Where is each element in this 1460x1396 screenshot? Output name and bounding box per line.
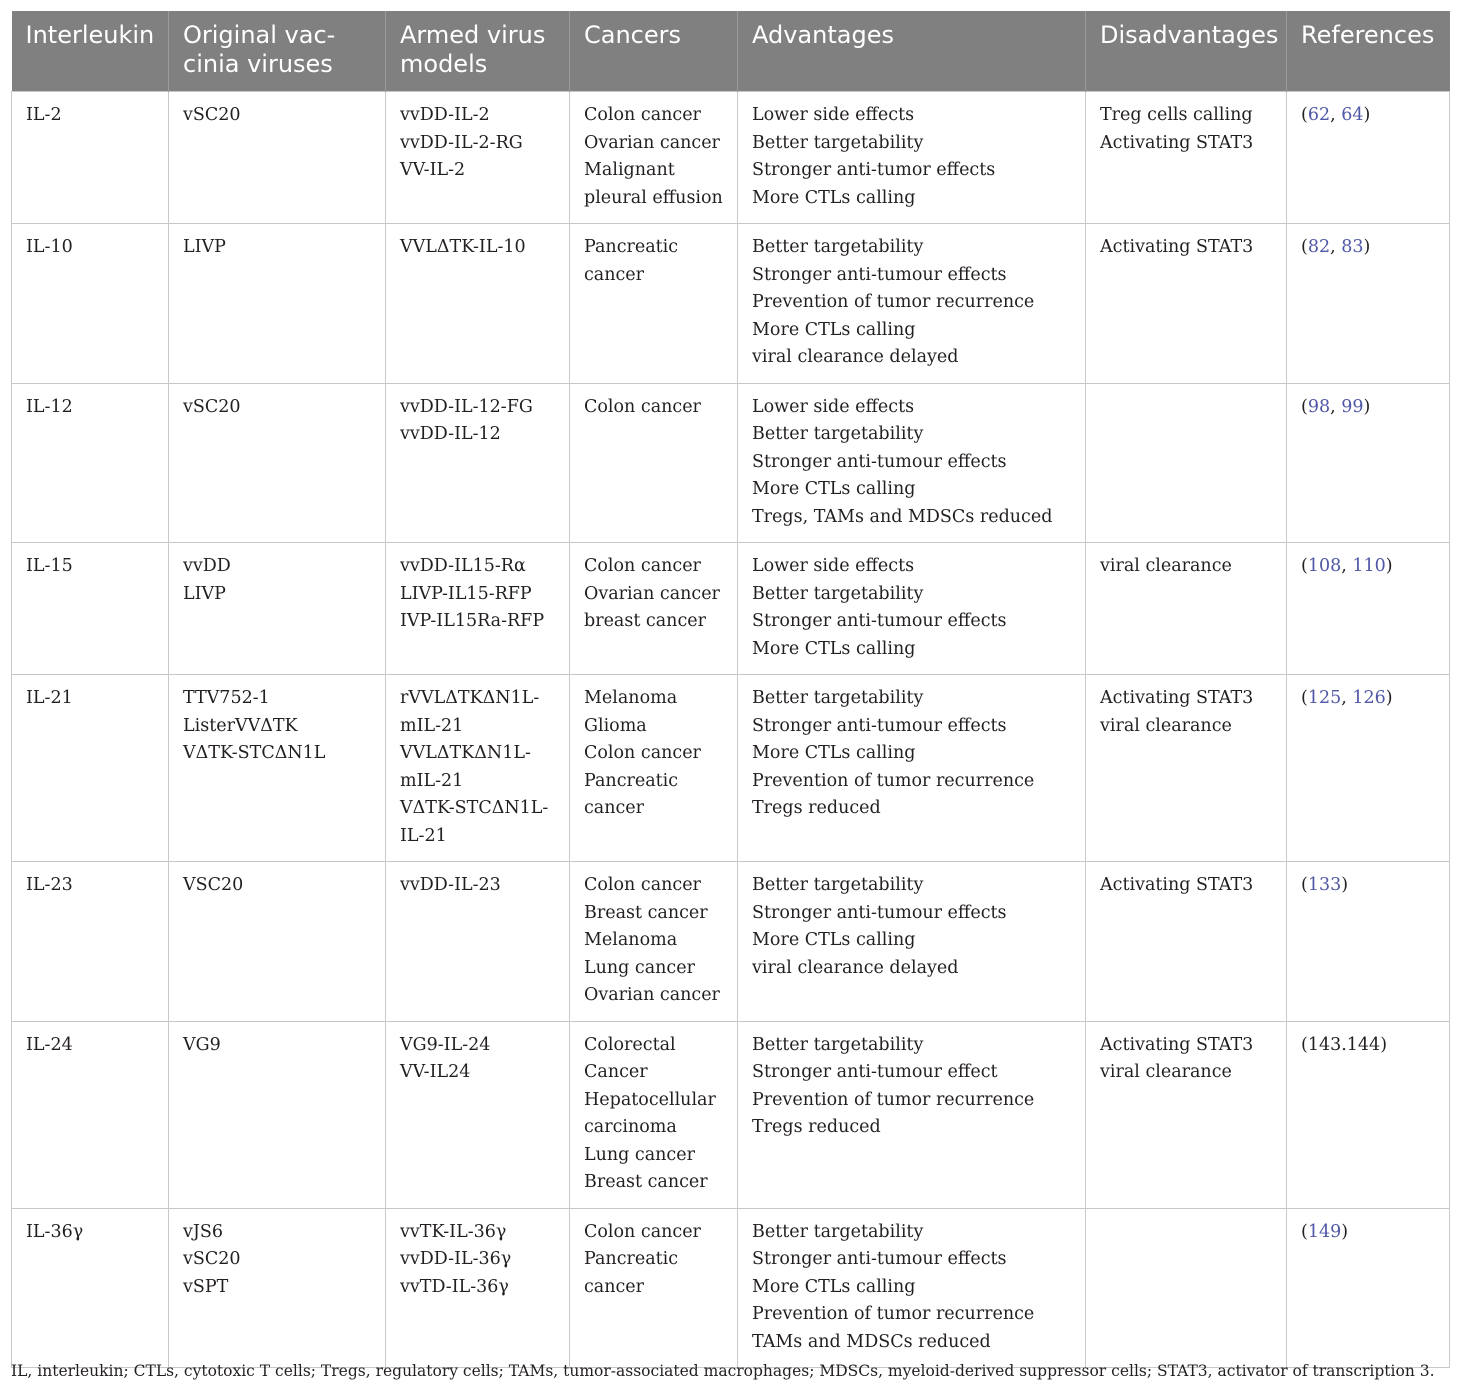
cell-line: IVP-IL15Ra-RFP xyxy=(400,611,545,631)
cell-line: Colon cancer xyxy=(584,875,701,895)
cell-line: Activating STAT3 xyxy=(1100,875,1254,895)
cell-line: LIVP-IL15-RFP xyxy=(400,583,532,604)
cell-disadvantages xyxy=(1086,543,1287,675)
cell-interleukin: IL-21 xyxy=(12,675,169,862)
cell-advantages xyxy=(738,543,1086,675)
cell-line: Melanoma xyxy=(584,930,678,950)
cell-disadvantages xyxy=(1086,862,1287,1022)
cell-references: (149) xyxy=(1287,1208,1450,1368)
table-body xyxy=(12,92,1450,1368)
cell-line: viral clearance xyxy=(1100,556,1232,576)
cell-line: viral clearance delayed xyxy=(752,957,959,978)
cell-line: vvTD-IL-36γ xyxy=(400,1276,509,1297)
cell-advantages xyxy=(738,383,1086,543)
cell-line: mIL-21 xyxy=(400,770,464,791)
cell-armed-models xyxy=(386,675,570,862)
cell-line: VSC20 xyxy=(183,875,244,895)
cell-advantages xyxy=(738,1208,1086,1368)
cell-line: Prevention of tumor recurrence xyxy=(752,292,1035,312)
reference-link[interactable]: 99 xyxy=(1341,396,1364,417)
table-row xyxy=(12,543,1450,675)
reference-link[interactable]: 110 xyxy=(1352,556,1386,576)
cell-references: (62, 64) xyxy=(1287,92,1450,224)
cell-original-viruses xyxy=(169,862,386,1022)
cell-cancers xyxy=(570,1021,738,1208)
header-armed-models: Armed virus models xyxy=(386,11,570,92)
cell-disadvantages xyxy=(1086,92,1287,224)
cell-line: carcinoma xyxy=(584,1117,677,1137)
cell-references: (125, 126) xyxy=(1287,675,1450,862)
cell-line: Glioma xyxy=(584,715,647,736)
cell-line: Better targetability xyxy=(752,132,924,153)
cell-line: Activating STAT3 xyxy=(1100,132,1254,153)
cell-line: Stronger anti-tumour effects xyxy=(752,715,1007,736)
cell-line: LIVP xyxy=(183,583,226,604)
cell-line: VG9 xyxy=(183,1034,221,1055)
cell-armed-models xyxy=(386,383,570,543)
cell-line: Better targetability xyxy=(752,875,924,895)
cell-line: Better targetability xyxy=(752,424,924,444)
cell-line: rVVLΔTKΔN1L- xyxy=(400,688,540,708)
cell-disadvantages xyxy=(1086,675,1287,862)
cell-line: Prevention of tumor recurrence xyxy=(752,1304,1035,1324)
cell-line: viral clearance xyxy=(1100,715,1232,736)
reference-link[interactable]: 83 xyxy=(1341,237,1364,257)
cell-line: More CTLs calling xyxy=(752,479,916,499)
cell-line: Colorectal xyxy=(584,1034,676,1055)
cell-line: Prevention of tumor recurrence xyxy=(752,770,1035,791)
cell-line: vvDD-IL-12-FG xyxy=(400,396,533,417)
cell-armed-models xyxy=(386,543,570,675)
cell-line: Malignant xyxy=(584,160,675,180)
table-row xyxy=(12,224,1450,384)
cell-line: Breast cancer xyxy=(584,1172,708,1192)
cell-references: (82, 83) xyxy=(1287,224,1450,384)
table-row xyxy=(12,675,1450,862)
cell-line: More CTLs calling xyxy=(752,638,916,659)
cell-interleukin: IL-36γ xyxy=(12,1208,169,1368)
cell-line: Colon cancer xyxy=(584,1221,701,1242)
cell-armed-models xyxy=(386,92,570,224)
cell-line: vSPT xyxy=(183,1276,229,1297)
cell-line: pleural effusion xyxy=(584,187,723,208)
cell-original-viruses xyxy=(169,383,386,543)
cell-line: VVLΔTK-IL-10 xyxy=(400,237,526,257)
cell-line: viral clearance xyxy=(1100,1062,1232,1082)
cell-line: VVLΔTKΔN1L- xyxy=(400,743,531,763)
cell-armed-models xyxy=(386,1021,570,1208)
interleukin-table xyxy=(11,11,1450,1368)
table-row xyxy=(12,92,1450,224)
reference-link[interactable]: 64 xyxy=(1341,105,1364,125)
reference-text: (143.144) xyxy=(1301,1034,1388,1055)
header-interleukin: Interleukin xyxy=(12,11,169,92)
cell-line: Colon cancer xyxy=(584,556,701,576)
cell-line: vSC20 xyxy=(183,105,241,125)
cell-line: Prevention of tumor recurrence xyxy=(752,1089,1035,1110)
cell-line: Stronger anti-tumor effects xyxy=(752,160,996,180)
cell-line: More CTLs calling xyxy=(752,930,916,950)
cell-line: Pancreatic xyxy=(584,770,679,791)
cell-line: Colon cancer xyxy=(584,743,701,763)
cell-original-viruses xyxy=(169,224,386,384)
cell-line: VΔTK-STCΔN1L xyxy=(183,743,326,763)
cell-armed-models xyxy=(386,862,570,1022)
cell-line: ListerVVΔTK xyxy=(183,715,298,736)
cell-line: vJS6 xyxy=(183,1221,224,1242)
cell-line: Stronger anti-tumour effects xyxy=(752,264,1007,285)
reference-link[interactable]: 98 xyxy=(1307,396,1331,417)
cell-line: cancer xyxy=(584,264,645,285)
table-row xyxy=(12,1208,1450,1368)
cell-line: VV-IL-2 xyxy=(400,160,466,180)
cell-line: Colon cancer xyxy=(584,396,701,417)
cell-references: (133) xyxy=(1287,862,1450,1022)
cell-line: VΔTK-STCΔN1L- xyxy=(400,798,549,818)
cell-line: Stronger anti-tumour effects xyxy=(752,902,1007,923)
cell-line: Better targetability xyxy=(752,1221,924,1242)
header-advantages: Advantages xyxy=(738,11,1086,92)
cell-line: Lung cancer xyxy=(584,1144,695,1165)
cell-line: Ovarian cancer xyxy=(584,583,720,604)
cell-line: vvDD-IL-36γ xyxy=(400,1249,512,1269)
cell-interleukin: IL-15 xyxy=(12,543,169,675)
cell-cancers xyxy=(570,675,738,862)
cell-line: Stronger anti-tumour effects xyxy=(752,611,1007,631)
cell-line: Pancreatic xyxy=(584,237,679,257)
cell-cancers xyxy=(570,224,738,384)
cell-original-viruses xyxy=(169,543,386,675)
reference-link[interactable]: 82 xyxy=(1307,237,1331,257)
cell-line: cancer xyxy=(584,798,645,818)
header-cancers: Cancers xyxy=(570,11,738,92)
cell-line: breast cancer xyxy=(584,611,706,631)
cell-line: Treg cells calling xyxy=(1100,105,1253,125)
cell-line: More CTLs calling xyxy=(752,319,916,340)
cell-cancers xyxy=(570,862,738,1022)
cell-line: Activating STAT3 xyxy=(1100,688,1254,708)
table-row xyxy=(12,1021,1450,1208)
cell-advantages xyxy=(738,92,1086,224)
cell-line: vvDD-IL-2-RG xyxy=(400,132,523,153)
cell-line: TAMs and MDSCs reduced xyxy=(752,1331,991,1352)
cell-line: Pancreatic xyxy=(584,1249,679,1269)
table-header xyxy=(12,11,1450,92)
cell-interleukin: IL-24 xyxy=(12,1021,169,1208)
cell-line: Tregs, TAMs and MDSCs reduced xyxy=(752,506,1053,527)
cell-cancers xyxy=(570,543,738,675)
cell-interleukin: IL-23 xyxy=(12,862,169,1022)
cell-line: Stronger anti-tumour effects xyxy=(752,451,1007,472)
cell-line: Melanoma xyxy=(584,688,678,708)
cell-line: Tregs reduced xyxy=(752,798,881,818)
cell-line: vvDD-IL-12 xyxy=(400,424,501,444)
cell-line: Breast cancer xyxy=(584,902,708,923)
cell-disadvantages xyxy=(1086,1021,1287,1208)
cell-line: vSC20 xyxy=(183,396,241,417)
cell-advantages xyxy=(738,1021,1086,1208)
cell-disadvantages xyxy=(1086,383,1287,543)
cell-line: cancer xyxy=(584,1276,645,1297)
header-references: References xyxy=(1287,11,1450,92)
cell-line: More CTLs calling xyxy=(752,743,916,763)
cell-line: vvDD-IL15-Rα xyxy=(400,556,526,576)
table-footnote: IL, interleukin; CTLs, cytotoxic T cells; Tregs, regulatory cells; TAMs, tumor-associated macrophages; MDSCs, myeloid-derived suppressor cells; STAT3, activator of transcription 3. xyxy=(11,1362,1435,1380)
cell-line: viral clearance delayed xyxy=(752,347,959,367)
cell-line: Better targetability xyxy=(752,237,924,257)
header-row xyxy=(12,11,1450,92)
cell-line: Activating STAT3 xyxy=(1100,1034,1254,1055)
cell-original-viruses xyxy=(169,675,386,862)
cell-armed-models xyxy=(386,224,570,384)
cell-line: Cancer xyxy=(584,1062,648,1082)
reference-link[interactable]: 108 xyxy=(1307,556,1342,576)
header-disadvantages: Disadvantages xyxy=(1086,11,1287,92)
reference-link[interactable]: 62 xyxy=(1307,105,1331,125)
cell-references xyxy=(1287,1021,1450,1208)
cell-line: Lung cancer xyxy=(584,957,695,978)
cell-original-viruses xyxy=(169,1208,386,1368)
cell-line: Stronger anti-tumour effects xyxy=(752,1249,1007,1269)
cell-cancers xyxy=(570,1208,738,1368)
cell-disadvantages xyxy=(1086,1208,1287,1368)
reference-link[interactable]: 133 xyxy=(1307,875,1342,895)
cell-line: vvDD-IL-2 xyxy=(400,105,490,125)
reference-link[interactable]: 125 xyxy=(1307,688,1342,708)
cell-line: Lower side effects xyxy=(752,556,915,576)
cell-line: Activating STAT3 xyxy=(1100,237,1254,257)
cell-references: (108, 110) xyxy=(1287,543,1450,675)
table-row xyxy=(12,383,1450,543)
cell-disadvantages xyxy=(1086,224,1287,384)
cell-interleukin: IL-12 xyxy=(12,383,169,543)
cell-references: (98, 99) xyxy=(1287,383,1450,543)
cell-line: Better targetability xyxy=(752,583,924,604)
cell-original-viruses xyxy=(169,1021,386,1208)
cell-line: vvDD-IL-23 xyxy=(400,875,501,895)
cell-line: Ovarian cancer xyxy=(584,132,720,153)
cell-line: Ovarian cancer xyxy=(584,985,720,1005)
cell-line: More CTLs calling xyxy=(752,1276,916,1297)
cell-line: vvDD xyxy=(183,556,231,576)
cell-armed-models xyxy=(386,1208,570,1368)
cell-line: Lower side effects xyxy=(752,396,915,417)
cell-line: VV-IL24 xyxy=(400,1062,471,1082)
cell-line: Colon cancer xyxy=(584,105,701,125)
cell-original-viruses xyxy=(169,92,386,224)
cell-line: Stronger anti-tumour effect xyxy=(752,1062,998,1082)
cell-line: Lower side effects xyxy=(752,105,915,125)
reference-link[interactable]: 149 xyxy=(1307,1221,1342,1242)
cell-advantages xyxy=(738,224,1086,384)
cell-interleukin: IL-2 xyxy=(12,92,169,224)
cell-advantages xyxy=(738,862,1086,1022)
cell-cancers xyxy=(570,383,738,543)
cell-advantages xyxy=(738,675,1086,862)
table-row xyxy=(12,862,1450,1022)
cell-line: Hepatocellular xyxy=(584,1089,716,1110)
cell-line: Better targetability xyxy=(752,688,924,708)
cell-line: vvTK-IL-36γ xyxy=(400,1221,507,1242)
cell-line: TTV752-1 xyxy=(183,688,270,708)
reference-link[interactable]: 126 xyxy=(1352,688,1386,708)
cell-line: IL-21 xyxy=(400,825,447,846)
header-original-viruses: Original vac-cinia viruses xyxy=(169,11,386,92)
cell-line: Tregs reduced xyxy=(752,1117,881,1137)
cell-line: VG9-IL-24 xyxy=(400,1034,491,1055)
cell-cancers xyxy=(570,92,738,224)
cell-line: mIL-21 xyxy=(400,715,464,736)
cell-line: More CTLs calling xyxy=(752,187,916,208)
cell-interleukin: IL-10 xyxy=(12,224,169,384)
cell-line: vSC20 xyxy=(183,1249,241,1269)
cell-line: Better targetability xyxy=(752,1034,924,1055)
cell-line: LIVP xyxy=(183,237,226,257)
